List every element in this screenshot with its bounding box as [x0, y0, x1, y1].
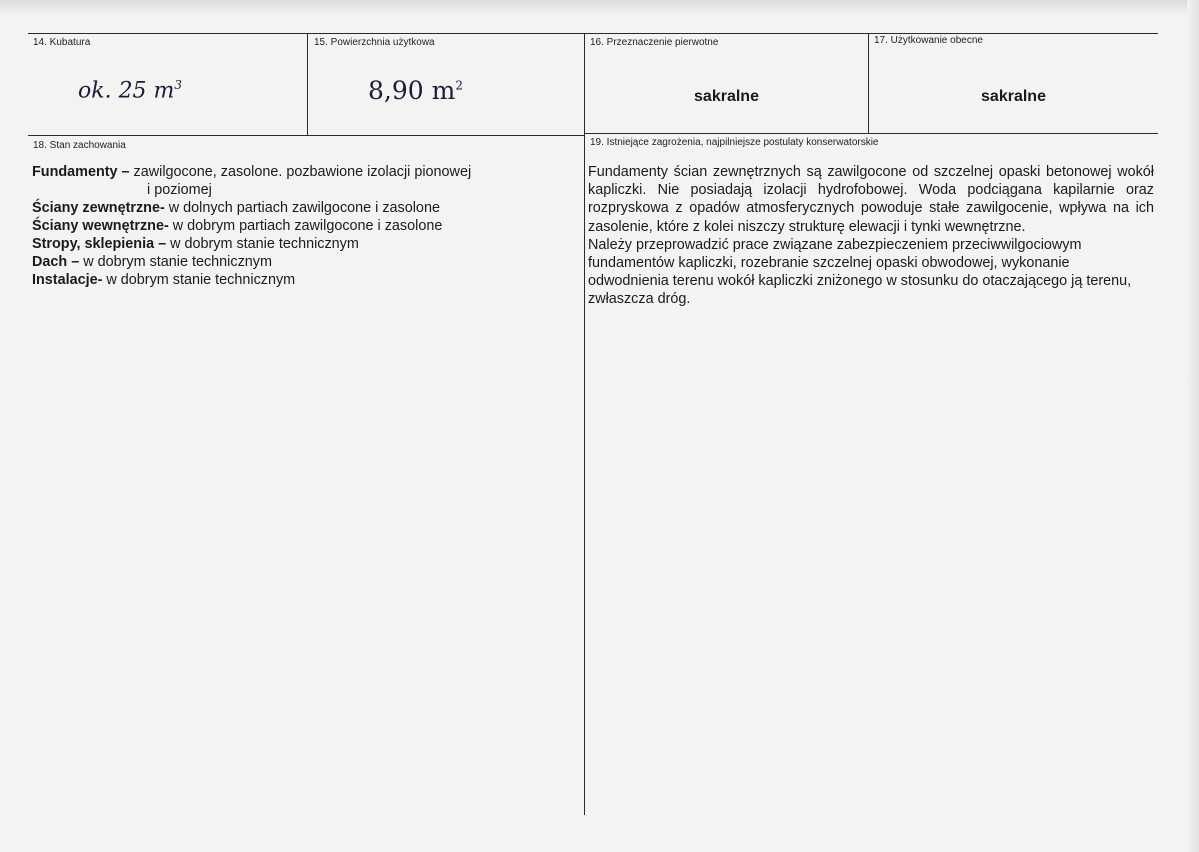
threats-text: [588, 163, 1154, 309]
stan-label: 18. Stan zachowania: [33, 140, 126, 151]
row-divider-right: [584, 133, 1158, 134]
kubatura-value: ok. 25 $m^3$: [78, 78, 183, 104]
uzytkowanie-label: 17. Użytkowanie obecne: [874, 35, 983, 46]
condition-fundamenty-cont: i poziomej: [147, 182, 212, 198]
uzytkowanie-value: sakralne: [981, 88, 1046, 105]
przeznaczenie-value: sakralne: [694, 88, 759, 105]
threats-paragraph-1: Fundamenty ścian zewnętrznych są zawilgocone od szczelnej opaski betonowej wokół kapliczki. Nie posiadają izolacji hydrofobowej. Woda podciągana kapilarnie oraz rozpryskowa z opadów atmosferycznych powoduje stałe zawilgocenie, wpływa na ich zasolenie, które z kolei niszczy strukturę elewacji i tynki wewnętrzne.: [588, 164, 1154, 235]
zagrozenia-label: 19. Istniejące zagrożenia, najpilniejsze postulaty konserwatorskie: [590, 137, 879, 148]
col-divider-center: [584, 33, 585, 815]
scan-shadow-top: [0, 0, 1199, 16]
condition-fundamenty: Fundamenty – zawilgocone, zasolone. pozbawione izolacji pionowej: [32, 164, 472, 180]
threats-paragraph-2: Należy przeprowadzić prace związane zabezpieczeniem przeciwwilgociowym fundamentów kapliczki, rozebranie szczelnej opaski obwodowej, wykonanie odwodnienia terenu wokół kapliczki zniżonego w stosunku do otaczającego ją terenu, zwłaszcza dróg.: [588, 236, 1132, 308]
powierzchnia-value: 8,90 $m^2$: [368, 76, 463, 105]
condition-list: [32, 163, 577, 289]
powierzchnia-label: 15. Powierzchnia użytkowa: [314, 37, 435, 48]
col-divider-1: [307, 33, 308, 135]
przeznaczenie-label: 16. Przeznaczenie pierwotne: [590, 37, 719, 48]
condition-instalacje: Instalacje- w dobrym stanie technicznym: [32, 272, 296, 288]
condition-dach: Dach – w dobrym stanie technicznym: [32, 254, 272, 270]
table-top-border: [28, 33, 1158, 34]
condition-sciany-wewnetrzne: Ściany wewnętrzne- w dobrym partiach zawilgocone i zasolone: [32, 218, 443, 234]
kubatura-label: 14. Kubatura: [33, 37, 91, 48]
col-divider-3: [868, 33, 869, 133]
condition-sciany-zewnetrzne: Ściany zewnętrzne- w dolnych partiach zawilgocone i zasolone: [32, 200, 440, 216]
condition-stropy: Stropy, sklepienia – w dobrym stanie technicznym: [32, 236, 359, 252]
row-divider-left: [28, 135, 584, 136]
scan-shadow-right: [1187, 0, 1199, 852]
